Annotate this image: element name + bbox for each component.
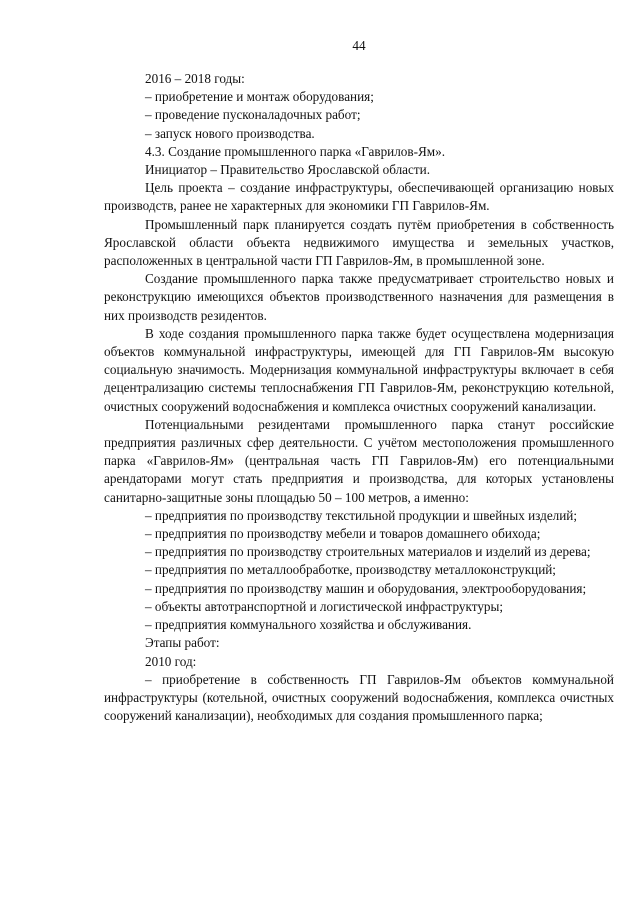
list-item-building-materials: – предприятия по производству строительных материалов и изделий из дерева; xyxy=(145,544,591,560)
list-item-textile: – предприятия по производству текстильной продукции и швейных изделий; xyxy=(145,507,578,523)
paragraph-modernization: В ходе создания промышленного парка также будет осуществлена модернизация объектов коммунальной инфраструктуры, имеющей для ГП Гаврилов-Ям высокую социальную значимость. Модернизация коммунальной инфраструктуры включает в себя децентрализацию системы теплоснабжения ГП Гаврилов-Ям, реконструкцию котельной, очистных сооружений водоснабжения и комплекса очистных сооружений канализации. xyxy=(104,325,614,414)
list-item-metalworking: – предприятия по металлообработке, производству металлоконструкций; xyxy=(145,562,556,578)
paragraph-potential-residents: Потенциальными резидентами промышленного парка станут российские предприятия различных сфер деятельности. С учётом местоположения промышленного парка «Гаврилов-Ям» (центральная часть ГП Гаврилов-Ям) его потенциальными арендаторами могут стать предприятия и производства, для которых установлены санитарно-защитные зоны площадью 50 – 100 метров, а именно: xyxy=(104,416,614,505)
section-heading-industrial-park: 4.3. Создание промышленного парка «Гаврилов-Ям». xyxy=(145,143,446,159)
list-item-launch: – запуск нового производства. xyxy=(145,125,315,141)
paragraph-initiator: Инициатор – Правительство Ярославской области. xyxy=(145,162,431,178)
document-page xyxy=(104,37,614,725)
paragraph-period-heading: 2016 – 2018 годы: xyxy=(145,71,245,86)
paragraph-park-plan: Промышленный парк планируется создать путём приобретения в собственность Ярославской области объекта недвижимого имущества и земельных участков, расположенных в центральной части ГП Гаврилов-Ям, в промышленной зоне. xyxy=(104,216,614,269)
list-item-utilities: – предприятия коммунального хозяйства и обслуживания. xyxy=(145,617,472,633)
list-item-machinery: – предприятия по производству машин и оборудования, электрооборудования; xyxy=(145,580,587,596)
list-item-logistics: – объекты автотранспортной и логистической инфраструктуры; xyxy=(145,598,504,614)
paragraph-year-2010: 2010 год: xyxy=(145,653,197,669)
list-item-acquisition: – приобретение в собственность ГП Гаврилов-Ям объектов коммунальной инфраструктуры (котельной, очистных сооружений водоснабжения, комплекса очистных сооружений канализации), необходимых для создания промышленного парка; xyxy=(104,671,614,724)
page-number: 44 xyxy=(352,38,366,53)
paragraph-project-goal: Цель проекта – создание инфраструктуры, обеспечивающей организацию новых производств, ранее не характерных для экономики ГП Гаврилов-Ям. xyxy=(104,180,614,214)
list-item-commissioning: – проведение пусконаладочных работ; xyxy=(145,107,361,123)
list-item-furniture: – предприятия по производству мебели и товаров домашнего обихода; xyxy=(145,526,541,542)
paragraph-construction: Создание промышленного парка также предусматривает строительство новых и реконструкцию имеющихся объектов производственного назначения для размещения в них производств резидентов. xyxy=(104,271,614,323)
paragraph-work-stages: Этапы работ: xyxy=(145,635,220,651)
list-item-equipment: – приобретение и монтаж оборудования; xyxy=(145,89,374,105)
